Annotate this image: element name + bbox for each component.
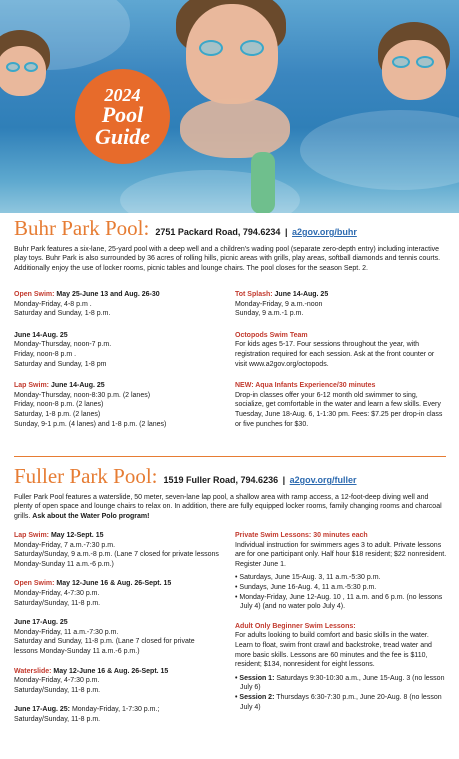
block-dates: June 14-Aug. 25 bbox=[49, 382, 105, 390]
block-heading: Open Swim: bbox=[14, 291, 55, 298]
buhr-link[interactable]: a2gov.org/buhr bbox=[292, 227, 357, 237]
buhr-aqua-infants bbox=[235, 381, 447, 429]
section-divider bbox=[14, 456, 446, 457]
fuller-private-lessons bbox=[235, 531, 447, 612]
session-bullet bbox=[235, 674, 447, 693]
goggle-icon bbox=[199, 40, 223, 56]
block-heading: Tot Splash: bbox=[235, 291, 273, 298]
buhr-separator: | bbox=[284, 227, 288, 237]
session-bullet bbox=[235, 693, 447, 712]
schedule-line: Monday-Friday, 1-7:30 p.m.; bbox=[70, 706, 160, 714]
buhr-intro: Buhr Park features a six-lane, 25-yard pool with a deep well and a children's wading pool (separate zero-depth entry) including interactive play toys. Buhr Park is also surrounded by 36 acres of rolling hills, picnic areas with grills, play areas, softball diamonds and tennis courts. Additionally enjoy the use of locker rooms, picnic tables and lounge chairs. The pool closes for the season Sept. 2. bbox=[14, 246, 441, 272]
pool-noodle bbox=[251, 152, 275, 213]
schedule-line: Monday-Friday, 4-7:30 p.m. bbox=[14, 589, 100, 597]
fuller-link[interactable]: a2gov.org/fuller bbox=[289, 475, 357, 485]
lesson-bullet: • Sundays, June 16-Aug. 4, 11 a.m.-5:30 p.m. bbox=[235, 583, 377, 591]
swimmer-face bbox=[0, 46, 46, 96]
block-dates: May 25-June 13 and Aug. 26-30 bbox=[54, 291, 160, 298]
program-description: For adults looking to build comfort and basic skills in the water. Learn to float, swim front crawl and backstroke, tread water and more basic skills. Lessons are 60 minutes and the fee is $110, resident; $134, nonresident for eight lessons. bbox=[235, 632, 432, 669]
fuller-left-column bbox=[14, 531, 219, 733]
hero-photo bbox=[0, 0, 459, 213]
schedule-line: Monday-Friday, 11 a.m.-7:30 p.m. bbox=[14, 628, 119, 636]
buhr-address: 2751 Packard Road, 794.6234 bbox=[155, 227, 281, 237]
fuller-summer-swim bbox=[14, 618, 219, 656]
fuller-open-swim bbox=[14, 579, 219, 608]
schedule-line: Saturday/Sunday, 11-8 p.m. bbox=[14, 715, 101, 723]
fuller-address-line bbox=[164, 475, 357, 485]
session-label: • Session 2: bbox=[235, 693, 275, 701]
session-text: Thursdays 6:30-7:30 p.m., June 20-Aug. 8 (no lesson July 4) bbox=[240, 693, 442, 711]
block-dates: June 14-Aug. 25 bbox=[272, 291, 329, 298]
program-description: For kids ages 5-17. Four sessions throughout the year, with registration required for each session. Ask at the front counter or visit www.a2gov.org/octopods. bbox=[235, 341, 435, 368]
schedule-line: Monday-Friday, 4-8 p.m . bbox=[14, 300, 92, 308]
fuller-waterslide bbox=[14, 667, 219, 696]
block-heading: NEW: Aqua Infants Experience/30 minutes bbox=[235, 382, 376, 390]
buhr-left-column bbox=[14, 290, 219, 437]
block-heading: Lap Swim: bbox=[14, 532, 50, 539]
fuller-section bbox=[14, 464, 446, 521]
fuller-intro-callout: Ask about the Water Polo program! bbox=[32, 512, 150, 520]
buhr-open-swim bbox=[14, 290, 219, 319]
fuller-adult-lessons bbox=[235, 622, 447, 712]
goggle-icon bbox=[416, 56, 434, 68]
schedule-line: Saturday/Sunday, 9 a.m.-8 p.m. (Lane 7 closed for private lessons Monday-Sunday 11 a.m.-6 p.m.) bbox=[14, 551, 219, 568]
schedule-line: Sunday, 9 a.m.-1 p.m. bbox=[235, 310, 304, 318]
program-description: Drop-in classes offer your 6-12 month old swimmer to sing, socialize, get comfortable in the water and learn a few skills. Every Tuesday, June 18-Aug. 6, 1-1:30 pm. Fees: $7.25 per drop-in class or five punches for $30. bbox=[235, 391, 443, 428]
water-ripple bbox=[300, 110, 459, 190]
badge-line2: Guide bbox=[95, 123, 150, 149]
fuller-intro-text: Fuller Park Pool features a waterslide, 50 meter, seven-lane lap pool, a shallow area with ramp access, a 12-foot-deep diving well and plenty of open space and lounge chairs to relax on. In addition, there are fully equipped locker rooms, family changing rooms and charcoal grills. bbox=[14, 494, 442, 520]
block-heading: Octopods Swim Team bbox=[235, 331, 308, 339]
fuller-right-column bbox=[235, 531, 447, 720]
buhr-section bbox=[14, 216, 446, 273]
swimmer-body bbox=[180, 98, 290, 158]
block-heading: Private Swim Lessons: 30 minutes each bbox=[235, 532, 368, 539]
schedule-line: Monday-Thursday, noon-7 p.m. bbox=[14, 341, 112, 349]
session-label: • Session 1: bbox=[235, 674, 275, 682]
fuller-title: Fuller Park Pool: bbox=[14, 464, 158, 488]
schedule-line: Sunday, 9-1 p.m. (4 lanes) and 1-8 p.m. (2 lanes) bbox=[14, 420, 167, 428]
block-heading: Open Swim: bbox=[14, 580, 55, 588]
schedule-line: Monday-Thursday, noon-8:30 p.m. (2 lanes) bbox=[14, 391, 151, 399]
fuller-waterslide-summer bbox=[14, 705, 219, 724]
program-description: Individual instruction for swimmers ages 3 to adult. Private lessons are for one participant only. Half hour $18 resident; $22 nonresident. Register June 1. bbox=[235, 541, 447, 568]
schedule-line: Monday-Friday, 4-7:30 p.m. bbox=[14, 677, 100, 685]
schedule-line: Saturday and Sunday, 1-8 p.m. bbox=[14, 310, 111, 318]
schedule-line: Friday, noon-8 p.m . bbox=[14, 350, 77, 358]
schedule-line: Saturday, 1-8 p.m. (2 lanes) bbox=[14, 410, 101, 418]
block-dates: May 12-Sept. 15 bbox=[49, 532, 104, 539]
buhr-lap-swim bbox=[14, 381, 219, 429]
fuller-title-row bbox=[14, 464, 446, 489]
goggle-icon bbox=[24, 62, 38, 72]
badge-year: 2024 bbox=[104, 84, 141, 105]
swimmer-face bbox=[186, 4, 278, 104]
block-dates: June 14-Aug. 25 bbox=[14, 331, 68, 339]
pool-guide-badge bbox=[75, 69, 170, 164]
fuller-intro bbox=[14, 493, 446, 521]
buhr-address-line bbox=[155, 227, 357, 237]
goggle-icon bbox=[240, 40, 264, 56]
buhr-octopods bbox=[235, 331, 447, 369]
fuller-lap-swim bbox=[14, 531, 219, 569]
block-dates: June 17-Aug. 25 bbox=[14, 619, 68, 627]
schedule-line: Saturday and Sunday, 11-8 p.m. (Lane 7 closed for private lessons Monday-Sunday 11 a.m.-6 p.m.) bbox=[14, 638, 195, 655]
buhr-tot-splash bbox=[235, 290, 447, 319]
block-heading: Lap Swim: bbox=[14, 382, 50, 390]
goggle-icon bbox=[6, 62, 20, 72]
session-text: Saturdays 9:30-10:30 a.m., June 15-Aug. 3 (no lesson July 6) bbox=[240, 674, 445, 692]
block-dates: May 12-June 16 & Aug. 26-Sept. 15 bbox=[54, 580, 172, 588]
badge-line1: Pool bbox=[101, 101, 144, 127]
schedule-line: Saturday/Sunday, 11-8 p.m. bbox=[14, 686, 101, 694]
block-dates: May 12-June 16 & Aug. 26-Sept. 15 bbox=[51, 667, 169, 675]
schedule-line: Friday, noon-8 p.m. (2 lanes) bbox=[14, 401, 104, 409]
block-dates: June 17-Aug. 25: bbox=[14, 706, 71, 714]
fuller-address: 1519 Fuller Road, 794.6236 bbox=[163, 475, 279, 485]
buhr-title-row bbox=[14, 216, 446, 241]
schedule-line: Monday-Friday, 7 a.m.-7:30 p.m. bbox=[14, 541, 116, 549]
block-heading: Waterslide: bbox=[14, 667, 52, 675]
schedule-line: Saturday and Sunday, 1-8 pm bbox=[14, 360, 107, 368]
buhr-right-column bbox=[235, 290, 447, 437]
lesson-bullet: • Saturdays, June 15-Aug. 3, 11 a.m.-5:30 p.m. bbox=[235, 574, 381, 582]
swimmer-face bbox=[382, 40, 446, 100]
schedule-line: Monday-Friday, 9 a.m.-noon bbox=[235, 300, 323, 308]
buhr-summer-swim bbox=[14, 331, 219, 369]
fuller-separator: | bbox=[282, 475, 286, 485]
block-heading: Adult Only Beginner Swim Lessons: bbox=[235, 622, 356, 630]
schedule-line: Saturday/Sunday, 11-8 p.m. bbox=[14, 599, 101, 607]
goggle-icon bbox=[392, 56, 410, 68]
lesson-bullet: • Monday-Friday, June 12-Aug. 10 , 11 a.m. and 6 p.m. (no lessons July 4) (and no water polo July 4). bbox=[235, 593, 443, 611]
buhr-title: Buhr Park Pool: bbox=[14, 216, 150, 240]
